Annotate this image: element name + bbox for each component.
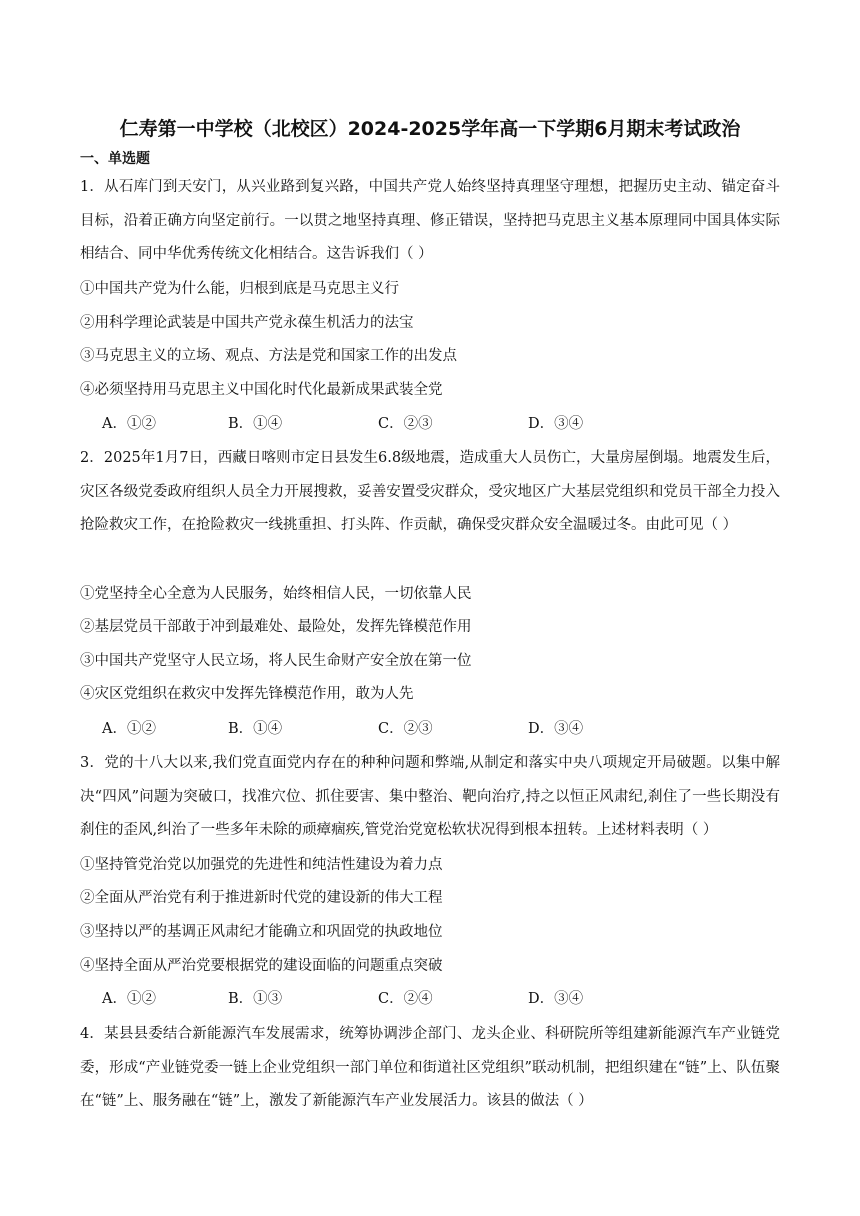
question-2-choice-a[interactable]: A．①②	[102, 721, 156, 737]
question-3-choice-a[interactable]: A．①②	[102, 991, 156, 1007]
question-1-choice-d[interactable]: D．③④	[528, 416, 584, 432]
question-2-statement-2: ②基层党员干部敢于冲到最难处、最险处，发挥先锋模范作用	[80, 619, 472, 635]
question-2-choice-d[interactable]: D．③④	[528, 721, 584, 737]
question-3-statement-2: ②全面从严治党有利于推进新时代党的建设新的伟大工程	[80, 890, 443, 906]
question-2-choice-c[interactable]: C．②③	[378, 721, 433, 737]
question-1-statement-2: ②用科学理论武装是中国共产党永葆生机活力的法宝	[80, 315, 414, 331]
question-3-choice-b[interactable]: B．①③	[228, 991, 283, 1007]
question-3-choice-c[interactable]: C．②④	[378, 991, 433, 1007]
question-3-statement-1: ①坚持管党治党以加强党的先进性和纯洁性建设为着力点	[80, 857, 443, 873]
question-1-statement-1: ①中国共产党为什么能，归根到底是马克思主义行	[80, 281, 399, 297]
question-1-choices	[102, 413, 662, 435]
question-1-statement-3: ③马克思主义的立场、观点、方法是党和国家工作的出发点	[80, 348, 457, 364]
question-2-statement-4: ④灾区党组织在救灾中发挥先锋模范作用，敢为人先	[80, 686, 414, 702]
question-1-choice-c[interactable]: C．②③	[378, 416, 433, 432]
question-3-statement-4: ④坚持全面从严治党要根据党的建设面临的问题重点突破	[80, 958, 443, 974]
question-2-statement-1: ①党坚持全心全意为人民服务，始终相信人民，一切依靠人民	[80, 586, 472, 602]
question-3-choices	[102, 988, 662, 1010]
question-2-choices	[102, 718, 662, 740]
question-1-stem: 1．从石库门到天安门，从兴业路到复兴路，中国共产党人始终坚持真理坚守理想，把握历史主动、锚定奋斗目标，沿着正确方向坚定前行。一以贯之地坚持真理、修正错误，坚持把马克思主义基本原理同中国具体实际相结合、同中华优秀传统文化相结合。这告诉我们（ ）	[80, 179, 780, 262]
question-3-stem: 3．党的十八大以来,我们党直面党内存在的种种问题和弊端,从制定和落实中央八项规定开局破题。以集中解决“四风”问题为突破口，找准穴位、抓住要害、集中整治、靶向治疗,持之以恒正风肃纪,刹住了一些长期没有刹住的歪风,纠治了一些多年未除的顽瘴痼疾,管党治党宽松软状况得到根本扭转。上述材料表明（ ）	[80, 755, 780, 838]
question-1-statement-4: ④必须坚持用马克思主义中国化时代化最新成果武装全党	[80, 382, 443, 398]
question-3-statement-3: ③坚持以严的基调正风肃纪才能确立和巩固党的执政地位	[80, 924, 443, 940]
question-2-statement-3: ③中国共产党坚守人民立场，将人民生命财产安全放在第一位	[80, 653, 472, 669]
question-4-stem: 4．某县县委结合新能源汽车发展需求，统筹协调涉企部门、龙头企业、科研院所等组建新能源汽车产业链党委，形成“产业链党委一链上企业党组织一部门单位和街道社区党组织”联动机制，把组织建在“链”上、队伍聚在“链”上、服务融在“链”上，激发了新能源汽车产业发展活力。该县的做法（ ）	[80, 1026, 780, 1109]
question-1-choice-b[interactable]: B．①④	[228, 416, 283, 432]
section-heading: 一、单选题	[80, 151, 150, 167]
question-2-choice-b[interactable]: B．①④	[228, 721, 283, 737]
question-2-stem: 2．2025年1月7日，西藏日喀则市定日县发生6.8级地震，造成重大人员伤亡，大量房屋倒塌。地震发生后，灾区各级党委政府组织人员全力开展搜救，妥善安置受灾群众，受灾地区广大基层党组织和党员干部全力投入抢险救灾工作，在抢险救灾一线挑重担、打头阵、作贡献，确保受灾群众安全温暖过冬。由此可见（ ）	[80, 450, 780, 533]
exam-title: 仁寿第一中学校（北校区）2024-2025学年高一下学期6月期末考试政治	[119, 118, 741, 140]
question-1-choice-a[interactable]: A．①②	[102, 416, 156, 432]
question-3-choice-d[interactable]: D．③④	[528, 991, 584, 1007]
